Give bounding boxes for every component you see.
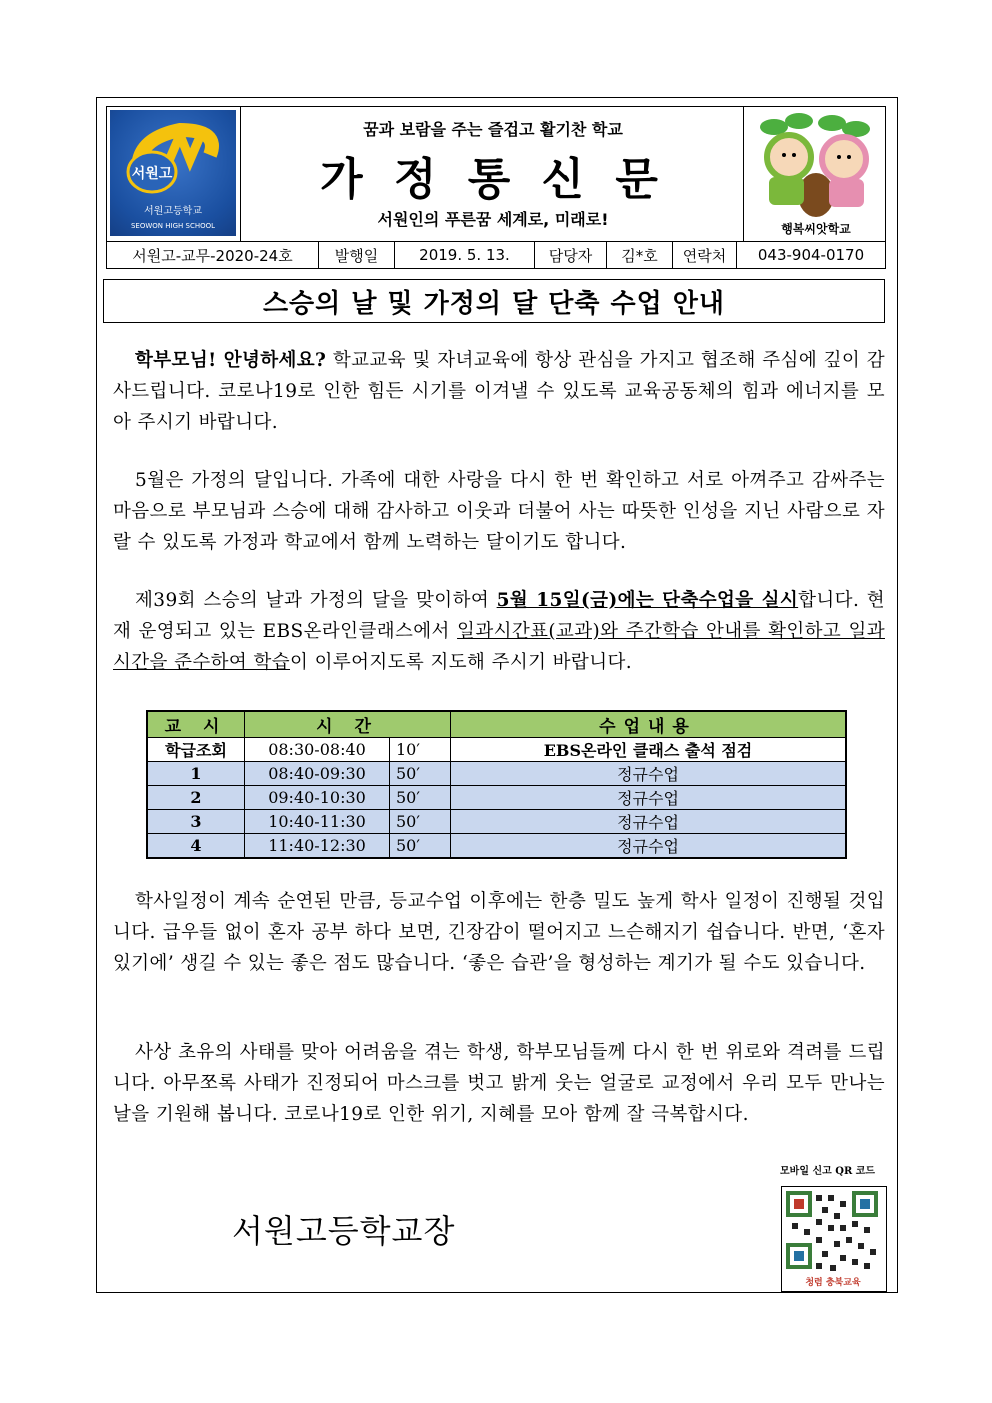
time-cell: 10:40-11:30 (245, 810, 390, 834)
table-row (147, 810, 846, 834)
greeting: 학부모님! 안녕하세요? (135, 350, 327, 371)
header-content: 수업내용 (451, 711, 847, 738)
contact-label: 연락처 (673, 242, 737, 268)
paragraph-closing: 사상 초유의 사태를 맞아 어려움을 겪는 학생, 학부모님들께 다시 한 번 위로와 격려를 드립니다. 아무쪼록 사태가 진정되어 마스크를 벗고 밝게 웃는 얼굴로 교정에서 우리 모두 만나는 날을 기원해 봅니다. 코로나19로 인한 위기, 지혜를 모아 함께 잘 극복합시다. (113, 1042, 885, 1125)
content-cell: 정규수업 (451, 810, 847, 834)
slogan-top: 꿈과 보람을 주는 즐겁고 활기찬 학교 (363, 120, 623, 139)
duration-cell: 50′ (390, 762, 451, 786)
content-cell: 정규수업 (451, 762, 847, 786)
period-cell: 학급조회 (147, 738, 245, 762)
header-period: 교 시 (147, 711, 245, 738)
study-instruction: 일과시간표(교과)와 주간학습 안내를 확인하고 일과시간을 준수하여 학습 (113, 621, 885, 673)
p3-part-c: 합니다. 현재 운영되고 있는 EBS온라인클래스에서 (113, 590, 885, 642)
schedule-table (146, 710, 847, 859)
paragraph-family-month: 5월은 가정의 달입니다. 가족에 대한 사랑을 다시 한 번 확인하고 서로 아껴주고 감싸주는 마음으로 부모님과 스승에 대해 감사하고 이웃과 더불어 사는 따뜻한 인성을 지닌 사람으로 자랄 수 있도록 가정과 학교에서 함께 노력하는 달이기도 합니다. (113, 470, 885, 553)
table-row (147, 762, 846, 786)
time-cell: 11:40-12:30 (245, 834, 390, 859)
content-cell: 정규수업 (451, 786, 847, 810)
happy-seed-school-logo (743, 107, 885, 241)
time-cell: 08:30-08:40 (245, 738, 390, 762)
document-meta (106, 242, 886, 269)
content-cell: EBS온라인 클래스 출석 점검 (451, 738, 847, 762)
manager-name: 김*호 (607, 242, 673, 268)
qr-footer-label: 청렴 충북교육 (805, 1278, 861, 1288)
manager-label: 담당자 (535, 242, 607, 268)
p3-part-e: 이 이루어지도록 지도해 주시기 바랍니다. (290, 652, 633, 673)
qr-code[interactable] (781, 1186, 887, 1292)
period-cell: 2 (147, 786, 245, 810)
paragraph-schedule-note: 학사일정이 계속 순연된 만큼, 등교수업 이후에는 한층 밀도 높게 학사 일정이 진행될 것입니다. 급우들 없이 혼자 공부 하다 보면, 긴장감이 떨어지고 느슨해지기 쉽습니다. 반면, ‘혼자 있기에’ 생길 수 있는 좋은 점도 많습니다. ‘좋은 습관’을 형성하는 계기가 될 수도 있습니다. (113, 891, 885, 974)
short-class-date: 5월 15일(금)에는 단축수업을 실시 (496, 590, 799, 611)
doc-number: 서원고-교무-2020-24호 (107, 242, 319, 268)
table-row (147, 786, 846, 810)
paragraph-short-class (113, 585, 885, 678)
slogan-bottom: 서원인의 푸른꿈 세계로, 미래로! (377, 210, 609, 229)
newsletter-title: 가 정 통 신 문 (320, 154, 666, 205)
table-header-row (147, 711, 846, 738)
content-cell: 정규수업 (451, 834, 847, 859)
masthead (106, 106, 886, 242)
table-row (147, 834, 846, 859)
qr-label: 모바일 신고 QR 코드 (780, 1166, 876, 1177)
logo-school-name-en: SEOWON HIGH SCHOOL (130, 222, 216, 230)
contact-number: 043-904-0170 (757, 246, 865, 264)
period-cell: 1 (147, 762, 245, 786)
greeting-body: 학교교육 및 자녀교육에 항상 관심을 가지고 협조해 주심에 깊이 감사드립니다. 코로나19로 인한 힘든 시기를 이겨낼 수 있도록 교육공동체의 힘과 에너지를 모아 주시기 바랍니다. (113, 350, 885, 433)
notice-title: 스승의 날 및 가정의 달 단축 수업 안내 (103, 279, 885, 323)
period-cell: 3 (147, 810, 245, 834)
issue-date: 2019. 5. 13. (395, 242, 535, 268)
school-logo (107, 107, 241, 241)
header-time: 시 간 (245, 711, 451, 738)
logo-school-name: 서원고등학교 (144, 206, 202, 217)
table-row (147, 738, 846, 762)
duration-cell: 10′ (390, 738, 451, 762)
duration-cell: 50′ (390, 786, 451, 810)
p3-part-a: 제39회 스승의 날과 가정의 달을 맞이하여 (135, 590, 497, 611)
issue-date-label: 발행일 (319, 242, 395, 268)
time-cell: 08:40-09:30 (245, 762, 390, 786)
time-cell: 09:40-10:30 (245, 786, 390, 810)
seed-characters-icon (744, 107, 884, 241)
principal-signature: 서원고등학교장 (232, 1212, 456, 1250)
period-cell: 4 (147, 834, 245, 859)
duration-cell: 50′ (390, 834, 451, 859)
qr-code-icon (782, 1187, 885, 1290)
school-emblem-icon (110, 110, 236, 236)
duration-cell: 50′ (390, 810, 451, 834)
happy-seed-label: 행복씨앗학교 (781, 222, 851, 236)
logo-wordmark: 서원고 (131, 166, 173, 182)
paragraph-greeting (113, 345, 885, 438)
